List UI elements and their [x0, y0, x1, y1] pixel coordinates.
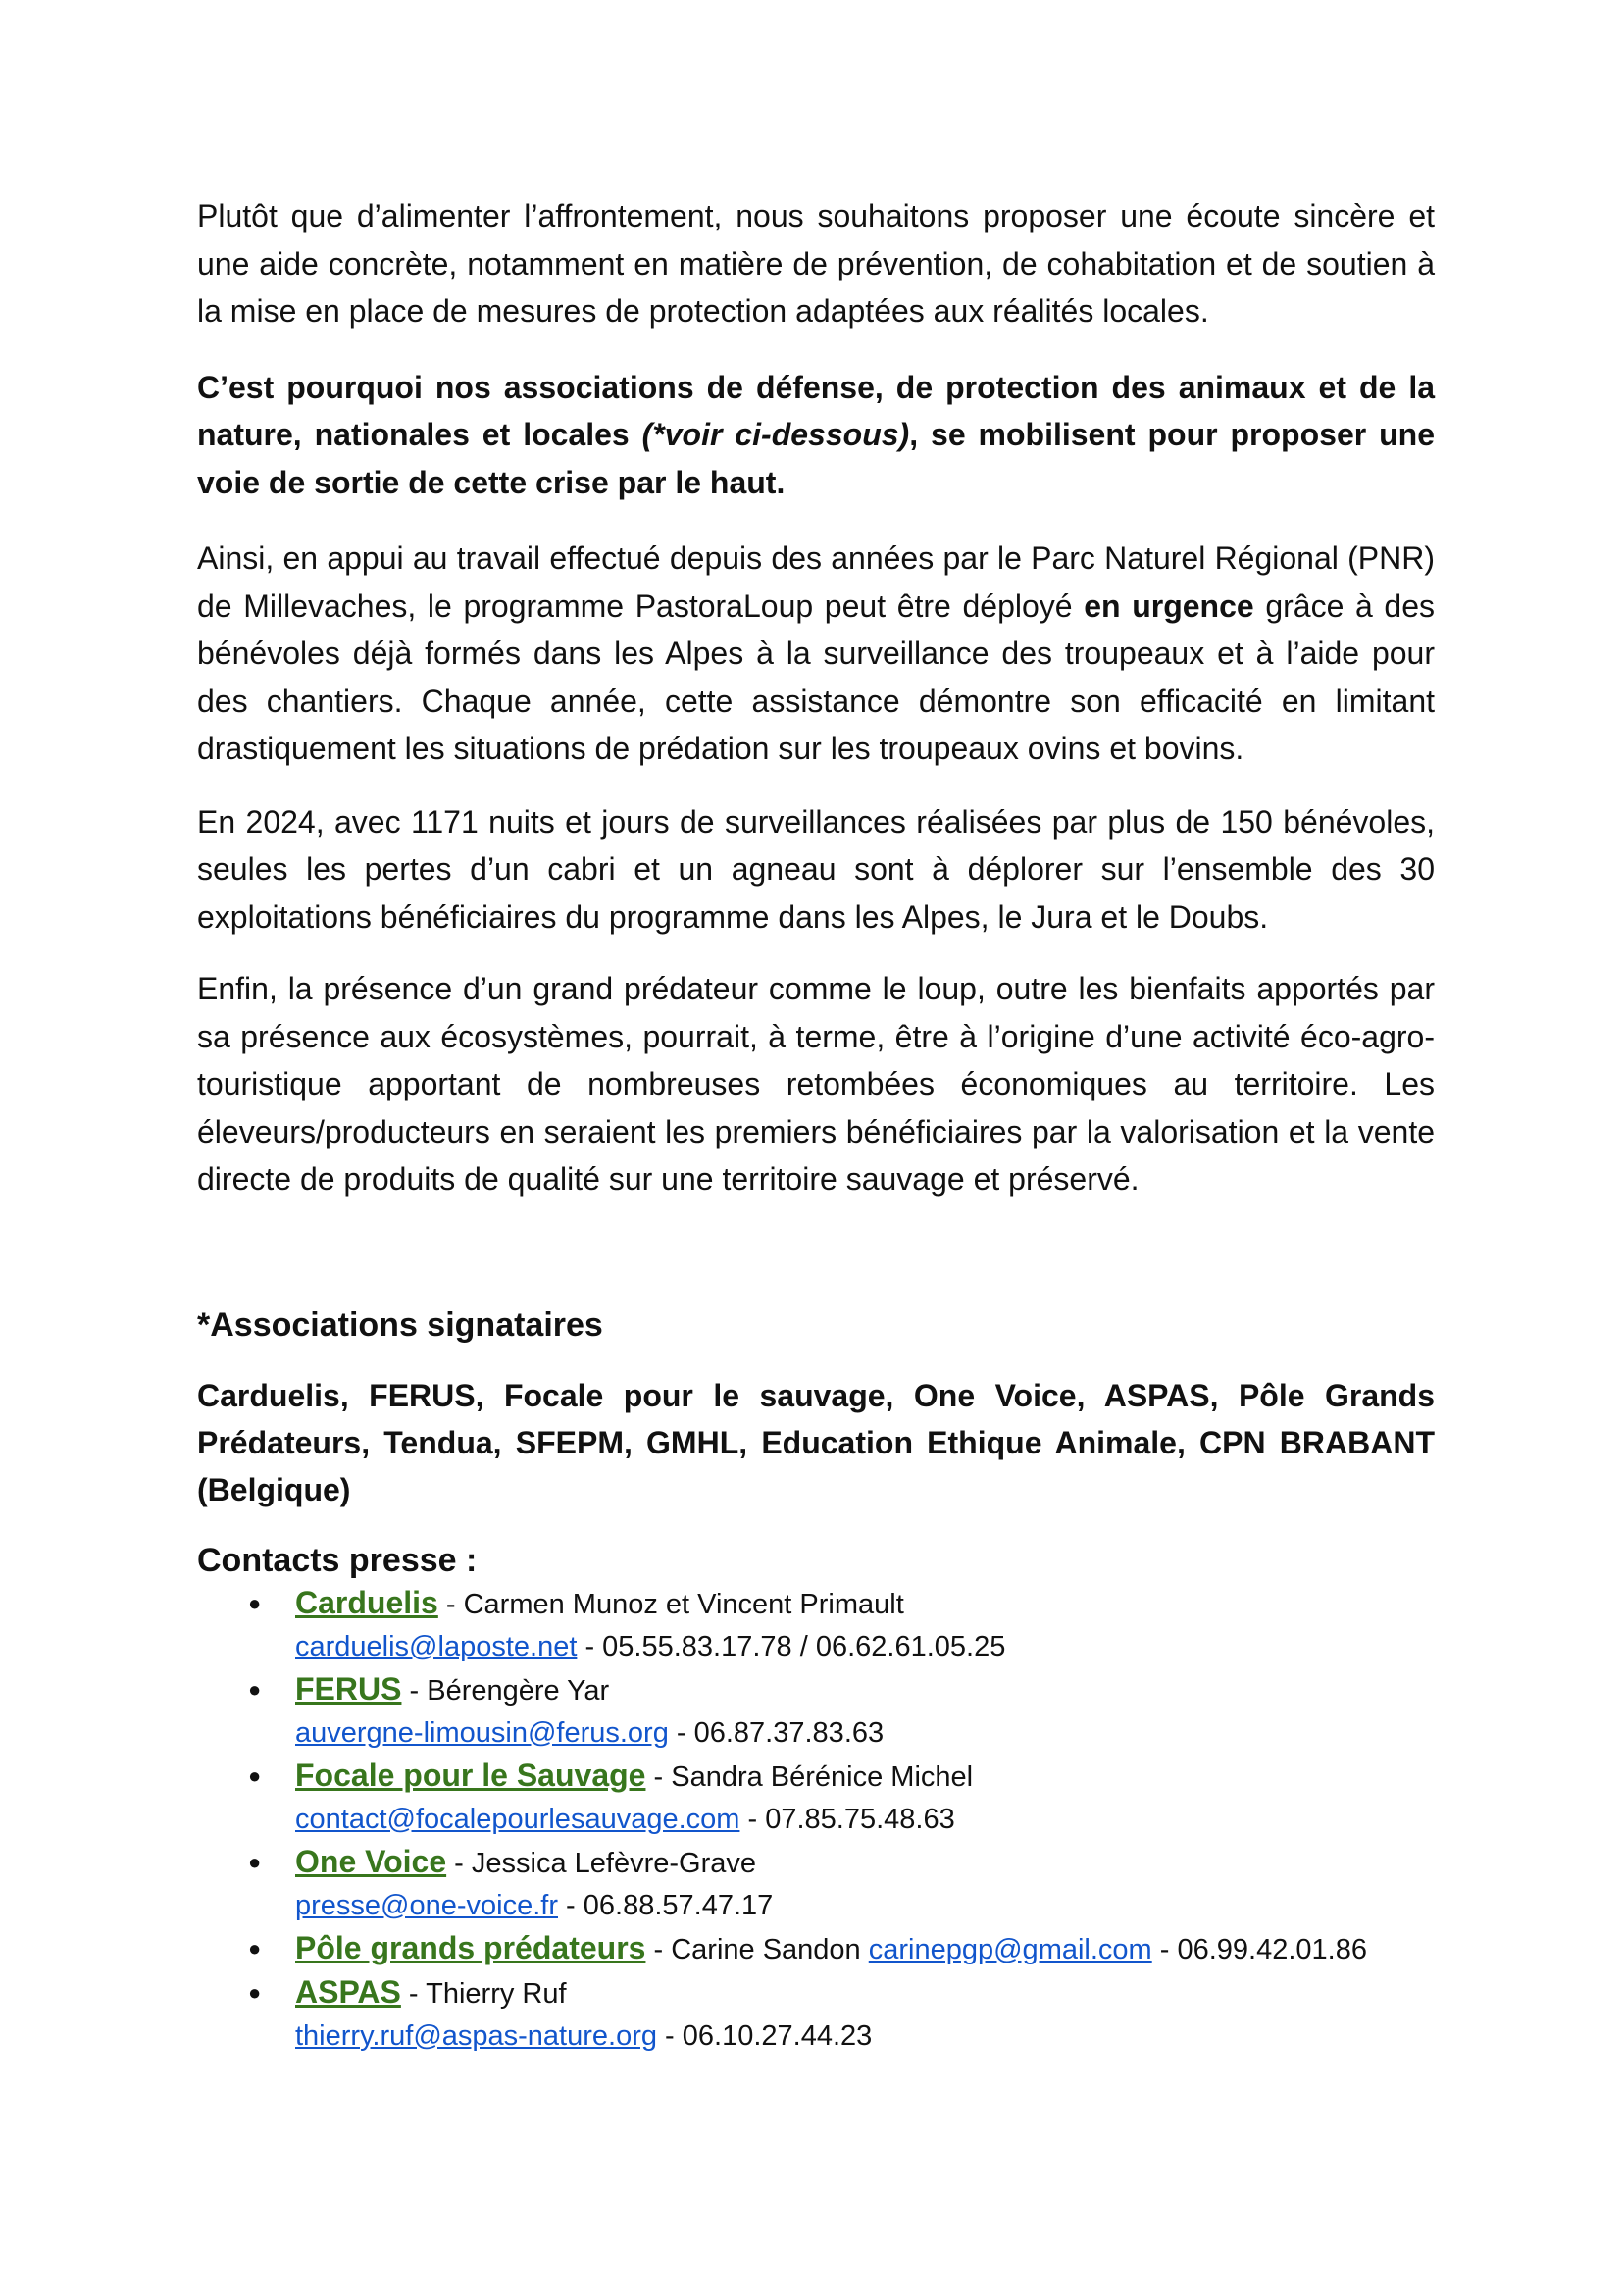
associations-heading: *Associations signataires — [197, 1305, 603, 1344]
contact-email-link[interactable]: auvergne-limousin@ferus.org — [295, 1716, 669, 1749]
contact-phone: - 06.10.27.44.23 — [657, 2019, 873, 2052]
contact-org-link[interactable]: ASPAS — [295, 1973, 401, 2010]
contact-email-link[interactable]: thierry.ruf@aspas-nature.org — [295, 2019, 657, 2052]
contact-item — [197, 1755, 1435, 1841]
contact-org-link[interactable]: FERUS — [295, 1670, 402, 1707]
paragraph-mobilisation — [197, 364, 1435, 507]
mobilisation-text-start: C’est pourquoi nos associations de défense, de protection des animaux et de la nature, nationales et locales — [197, 369, 1435, 452]
mobilisation-see-below: (*voir ci-dessous) — [641, 417, 910, 452]
contact-org-link[interactable]: Carduelis — [295, 1584, 438, 1620]
paragraph-intro: Plutôt que d’alimenter l’affrontement, nous souhaitons proposer une écoute sincère et une aide concrète, notamment en matière de prévention, de cohabitation et de soutien à la mise en place de mesures de protection adaptées aux réalités locales. — [197, 198, 1435, 329]
pastoraloup-text-end: grâce à des bénévoles déjà formés dans les Alpes à la surveillance des troupeaux et à l’aide pour des chantiers. Chaque année, cette assistance démontre son efficacité en limitant drastiquement les situations de prédation sur les troupeaux ovins et bovins. — [197, 587, 1436, 766]
document-page — [197, 192, 1435, 2058]
contact-person: - Carine Sandon — [645, 1933, 869, 1965]
contact-email-link[interactable]: carinepgp@gmail.com — [868, 1933, 1152, 1965]
contact-person: - Sandra Bérénice Michel — [645, 1760, 974, 1793]
contact-phone: - 06.99.42.01.86 — [1151, 1933, 1367, 1965]
paragraph-ecotourism: Enfin, la présence d’un grand prédateur comme le loup, outre les bienfaits apportés par sa présence aux écosystèmes, pourrait, à terme, être à l’origine d’une activité éco-agro-touristique apportant de nombreuses retombées économiques au territoire. Les éleveurs/producteurs en seraient les premiers bénéficiaires par la valorisation et la vente directe de produits de qualité sur une territoire sauvage et préservé. — [197, 971, 1435, 1197]
contact-person: - Jessica Lefèvre-Grave — [446, 1847, 757, 1879]
bullet-icon: ● — [248, 1979, 262, 2005]
contact-person: - Carmen Munoz et Vincent Primault — [437, 1588, 904, 1620]
contact-email-link[interactable]: presse@one-voice.fr — [295, 1889, 558, 1921]
bullet-icon: ● — [248, 1849, 262, 1874]
bullet-icon: ● — [248, 1676, 262, 1702]
pastoraloup-urgence: en urgence — [1084, 587, 1254, 624]
contacts-heading: Contacts presse : — [197, 1541, 478, 1579]
contact-email-link[interactable]: carduelis@laposte.net — [295, 1630, 578, 1662]
contacts-list — [197, 1582, 1435, 2058]
paragraph-results-2024: En 2024, avec 1171 nuits et jours de surveillances réalisées par plus de 150 bénévoles, seules les pertes d’un cabri et un agneau sont à déplorer sur l’ensemble des 30 exploitations bénéficiaires du programme dans les Alpes, le Jura et le Doubs. — [197, 803, 1435, 935]
mobilisation-text-end: , se mobilisent pour proposer une voie de sortie de cette crise par le haut. — [197, 417, 1436, 500]
contact-person: - Thierry Ruf — [400, 1977, 567, 2010]
contact-org-link[interactable]: Pôle grands prédateurs — [295, 1929, 646, 1965]
contact-item — [197, 1582, 1435, 1668]
pastoraloup-text-start: Ainsi, en appui au travail effectué depuis des années par le Parc Naturel Régional (PNR) de Millevaches, le programme PastoraLoup peut être déployé — [197, 540, 1435, 624]
contact-phone: - 06.87.37.83.63 — [668, 1716, 885, 1749]
contact-org-link[interactable]: Focale pour le Sauvage — [295, 1757, 646, 1793]
contact-item — [197, 1927, 1435, 1971]
bullet-icon: ● — [248, 1590, 262, 1615]
contact-phone: - 05.55.83.17.78 / 06.62.61.05.25 — [577, 1630, 1006, 1662]
bullet-icon: ● — [248, 1935, 262, 1961]
bullet-icon: ● — [248, 1762, 262, 1788]
contact-person: - Bérengère Yar — [401, 1674, 610, 1707]
associations-list: Carduelis, FERUS, Focale pour le sauvage, One Voice, ASPAS, Pôle Grands Prédateurs, Tendua, SFEPM, GMHL, Education Ethique Animale, CPN BRABANT (Belgique) — [197, 1377, 1435, 1507]
paragraph-pastoraloup — [197, 535, 1435, 773]
contact-item — [197, 1841, 1435, 1927]
contact-org-link[interactable]: One Voice — [295, 1843, 447, 1879]
contact-email-link[interactable]: contact@focalepourlesauvage.com — [295, 1803, 740, 1835]
contact-phone: - 07.85.75.48.63 — [739, 1803, 955, 1835]
contact-item — [197, 1668, 1435, 1755]
contact-item — [197, 1971, 1435, 2058]
contact-phone: - 06.88.57.47.17 — [558, 1889, 774, 1921]
